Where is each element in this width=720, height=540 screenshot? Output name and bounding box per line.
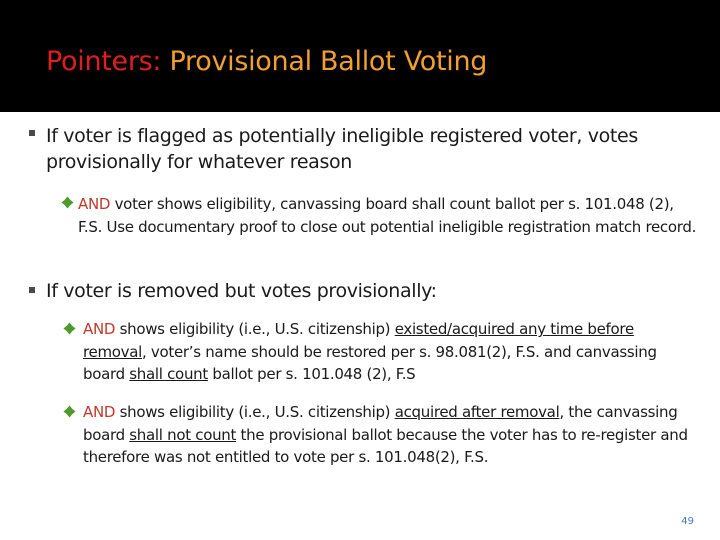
diamond-bullet-icon: [63, 405, 76, 418]
and-keyword: AND: [83, 403, 116, 421]
bullet-2-sub-2: [83, 401, 695, 469]
square-bullet-icon: [29, 287, 35, 293]
title-main: Provisional Ballot Voting: [169, 46, 488, 77]
slide-title: [46, 44, 487, 80]
underlined-text: shall not count: [129, 425, 237, 444]
underlined-text: acquired after removal: [394, 403, 560, 421]
text-segment: the provisional ballot because the voter has to re-register and therefore was not entitled to vote per s. 101.048(2), F.S.: [83, 425, 688, 466]
diamond-bullet-icon: [61, 196, 74, 209]
page-number: 49: [681, 516, 694, 527]
title-prefix: Pointers:: [46, 46, 162, 77]
and-keyword: AND: [78, 195, 111, 213]
bullet-2-sub-1: [83, 318, 695, 386]
and-keyword: AND: [83, 320, 116, 338]
underlined-text: existed/acquired any time before removal: [83, 320, 634, 361]
underlined-text: shall count: [129, 365, 208, 383]
text-segment: ballot per s. 101.048 (2), F.S: [207, 365, 416, 383]
text-segment: , the canvassing board: [83, 403, 678, 444]
text-segment: shows eligibility (i.e., U.S. citizenship): [115, 320, 395, 338]
square-bullet-icon: [29, 130, 35, 136]
bullet-1-sub-1-text: voter shows eligibility, canvassing board shall count ballot per s. 101.048 (2), F.S. Use documentary proof to close out potential ineligible registration match record.: [78, 195, 697, 236]
text-segment: shows eligibility (i.e., U.S. citizenship): [115, 403, 395, 421]
diamond-bullet-icon: [63, 322, 76, 335]
title-bar: [0, 0, 720, 112]
bullet-1-text: If voter is flagged as potentially ineligible registered voter, votes provisionally for whatever reason: [46, 125, 638, 173]
text-segment: , voter’s name should be restored per s. 98.081(2), F.S. and canvassing board: [83, 342, 657, 383]
bullet-1-sub-1: [78, 193, 698, 238]
bullet-2-text: If voter is removed but votes provisionally:: [46, 280, 437, 302]
